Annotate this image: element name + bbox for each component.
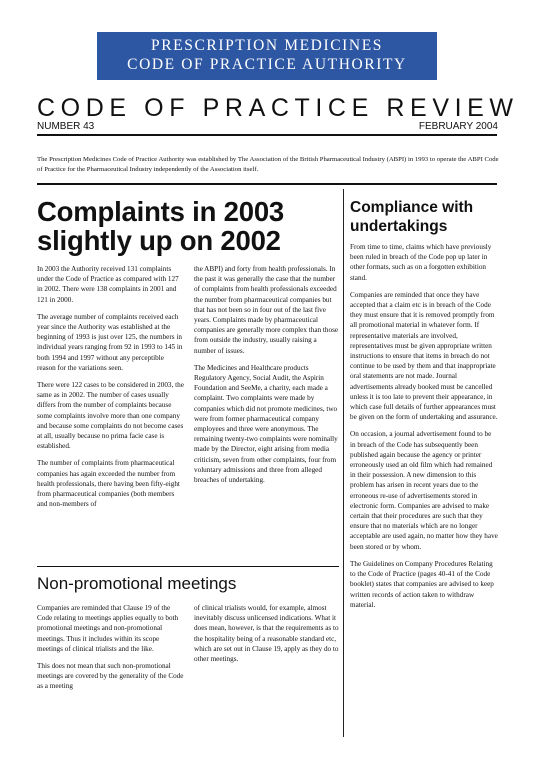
intro-rule	[37, 183, 497, 185]
paragraph: The average number of complaints received each year since the Authority was established at the beginning of 1993 is just over 125, the numbers in individual years ranging from 92 in 1993 to 145 in both 1994 and 1997 without any perceptible reason for the variations seen.	[37, 312, 183, 372]
issue-date: FEBRUARY 2004	[418, 121, 498, 132]
paragraph: There were 122 cases to be considered in 2003, the same as in 2002. The number of cases usually differs from the number of complaints because some complaints involve more than one company and because some complaints do not become cases at all, usually because no prima facie case is established.	[37, 381, 184, 451]
paragraph: In 2003 the Authority received 131 complaints under the Code of Practice as compared with 127 in 2002. There were 138 complaints in 2001 and 121 in 2000.	[37, 265, 179, 304]
header-rule	[37, 134, 497, 136]
issue-number: NUMBER 43	[37, 121, 95, 132]
masthead-logo	[97, 32, 437, 80]
paragraph: The number of complaints from pharmaceutical companies has again exceeded the number from health professionals, there having been fifty-eight from pharmaceutical companies (both members and non-members of	[37, 459, 180, 509]
nonpromo-column-1	[37, 603, 184, 699]
compliance-column	[350, 242, 498, 617]
intro-statement: The Prescription Medicines Code of Practice Authority was established by The Association of the British Pharmaceutical Industry (ABPI) in 1993 to operate the ABPI Code of Practice for the Pharmaceutical Industry independently of the Association itself.	[37, 156, 499, 173]
paragraph: From time to time, claims which have previously been ruled in breach of the Code pop up later in other formats, such as on a forgotten exhibition stand.	[350, 243, 492, 282]
paragraph: Companies are reminded that once they have accepted that a claim etc is in breach of the Code they must ensure that it is removed promptly from all promotional material in whatever form. If representative materials are involved, representatives must be given appropriate written instructions to ensure that items in breach do not continue to be used by them and that inappropriate oral statements are not made. Journal advertisements already booked must be cancelled unless it is too late to prevent their appearance, in which case full details of further appearances must be given on the form of undertaking and assurance.	[350, 290, 498, 422]
paragraph: On occasion, a journal advertisement found to be in breach of the Code has subsequently been published again because the agency or printer erroneously used an old film which had remained in their possession. A new dimension to this problem has arisen in recent years due to the erroneous re-use of advertisements stored in electronic form. Companies are advised to make certain that their procedures are such that they ensure that no materials which are no longer acceptable are used again, no matter how they have been stored or by whom.	[350, 430, 498, 551]
section-rule	[37, 566, 339, 567]
complaints-headline: Complaints in 2003 slightly up on 2002	[37, 196, 285, 256]
compliance-headline: Compliance with undertakings	[350, 199, 474, 235]
paragraph: The Medicines and Healthcare products Regulatory Agency, Social Audit, the Aspirin Foundation and SeeMe, a charity, each made a complaint. Two complaints were made by companies which did not promote medicines, two were from former pharmaceutical company employees and three were anonymous. The remaining twenty-two complaints were nominally made by the Director, eight arising from media criticism, seven from other complaints, four from voluntary admissions and three from alleged breaches of undertaking.	[194, 363, 338, 485]
paragraph: the ABPI) and forty from health professionals. In the past it was generally the case that the number of complaints from health professionals exceeded the number from pharmaceutical companies but that has not been so in four out of the last five years. Complaints made by pharmaceutical companies are generally more complex than those from outside the industry, usually raising a number of issues.	[194, 265, 339, 355]
paragraph: Companies are reminded that Clause 19 of the Code relating to meetings applies equally to both promotional meetings and non-promotional meetings. Thus it includes within its scope meetings of clinical trialists and the like.	[37, 604, 179, 653]
column-divider	[343, 189, 344, 737]
masthead-line-1: PRESCRIPTION MEDICINES	[151, 37, 383, 54]
complaints-column-1	[37, 264, 184, 516]
nonpromo-column-2	[194, 603, 339, 671]
paragraph: The Guidelines on Company Procedures Relating to the Code of Practice (pages 40-41 of the Code booklet) states that companies are advised to keep written records of action taken to withdraw material.	[350, 559, 494, 609]
complaints-column-2	[194, 264, 339, 492]
paragraph: of clinical trialists would, for example, almost inevitably discuss unlicensed indications. What it does mean, however, is that the requirements as to the hospitality being of a reasonable standard etc, which are set out in Clause 19, apply as they do to other meetings.	[194, 604, 339, 664]
masthead-line-2: CODE OF PRACTICE AUTHORITY	[127, 56, 407, 73]
publication-title: CODE OF PRACTICE REVIEW	[37, 94, 519, 122]
nonpromo-headline: Non-promotional meetings	[37, 574, 237, 593]
paragraph: This does not mean that such non-promotional meetings are covered by the generality of the Code as a meeting	[37, 662, 184, 691]
